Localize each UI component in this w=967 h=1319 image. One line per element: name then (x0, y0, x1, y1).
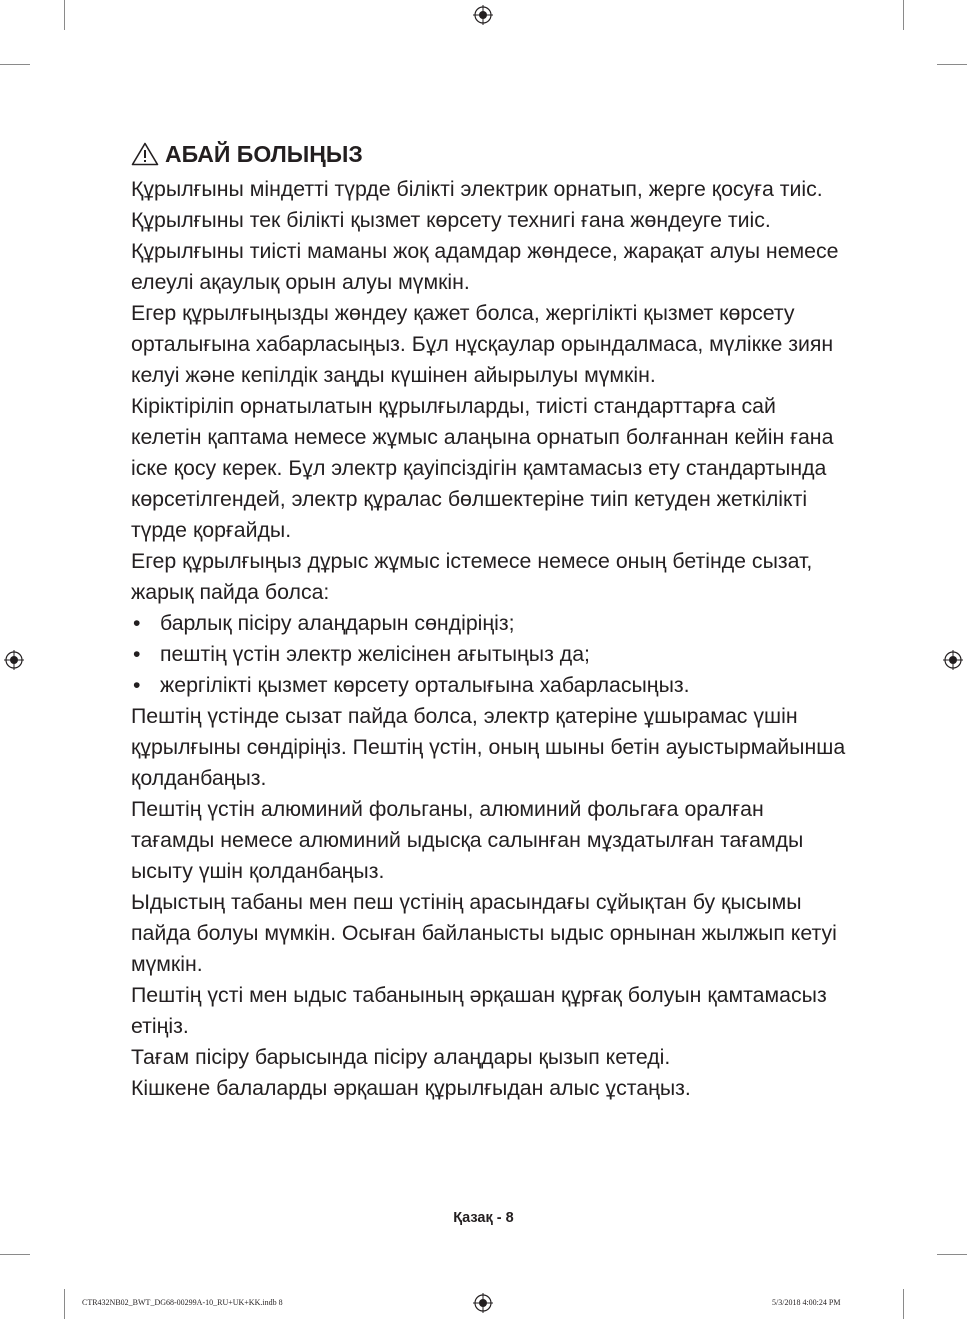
registration-target-icon (943, 650, 963, 670)
paragraph: Кіріктіріліп орнатылатын құрылғыларды, тиісті стандарттарға сай келетін қаптама немесе жұмыс алаңына орнатып болғаннан кейін ғана іске қосу керек. Бұл электр қауіпсіздігін қамтамасыз ету стандартында көрсетілгендей, электр құралас бөлшектеріне тиіп кетуден жеткілікті түрде қорғайды. (131, 394, 834, 542)
list-item-text: жергілікті қызмет көрсету орталығына хабарласыңыз. (160, 673, 690, 697)
paragraph: Тағам пісіру барысында пісіру алаңдары қызып кетеді. (131, 1045, 671, 1069)
bullet-glyph: • (133, 673, 141, 697)
print-timestamp: 5/3/2018 4:00:24 PM (772, 1298, 841, 1307)
paragraph: Құрылғыны тек білікті қызмет көрсету технигі ғана жөндеуге тиіс. Құрылғыны тиісті маманы жоқ адамдар жөндесе, жарақат алуы немесе елеулі ақаулық орын алуы мүмкін. (131, 208, 839, 294)
paragraph: Пештің үсті мен ыдыс табанының әрқашан құрғақ болуын қамтамасыз етіңіз. (131, 983, 827, 1038)
bullet-glyph: • (133, 642, 141, 666)
crop-mark-bottom-right-vertical (903, 1289, 904, 1319)
page-number: Қазақ - 8 (453, 1210, 514, 1226)
crop-mark-top-right-horizontal (937, 64, 967, 65)
paragraph: Кішкене балаларды әрқашан құрылғыдан алыс ұстаңыз. (131, 1076, 691, 1100)
list-item (131, 608, 851, 639)
crop-mark-bottom-left-horizontal (0, 1254, 30, 1255)
paragraph: Ыдыстың табаны мен пеш үстінің арасындағы сұйықтан бу қысымы пайда болуы мүмкін. Осыған байланысты ыдыс орнынан жылжып кетуі мүмкін. (131, 890, 837, 976)
registration-target-icon (4, 650, 24, 670)
list-item-text: барлық пісіру алаңдарын сөндіріңіз; (160, 611, 515, 635)
warning-heading (131, 136, 851, 172)
paragraph: Егер құрылғыңызды жөндеу қажет болса, жергілікті қызмет көрсету орталығына хабарласыңыз. Бұл нұсқаулар орындалмаса, мүлікке зиян келуі және кепілдік заңды күшінен айырылуы мүмкін. (131, 301, 834, 387)
crop-mark-top-left-vertical (64, 0, 65, 30)
paragraph: Пештің үстінде сызат пайда болса, электр қатеріне ұшырамас үшін құрылғыны сөндіріңіз. Пештің үстін, оның шыны бетін ауыстырмайынша қолданбаңыз. (131, 704, 846, 790)
bullet-list (131, 608, 851, 701)
paragraph: Пештің үстін алюминий фольганы, алюминий фольгаға оралған тағамды немесе алюминий ыдысқа салынған мұздатылған тағамды ысыту үшін қолданбаңыз. (131, 797, 804, 883)
list-item (131, 670, 851, 701)
paragraph: Егер құрылғыңыз дұрыс жұмыс істемесе немесе оның бетінде сызат, жарық пайда болса: (131, 549, 813, 604)
warning-triangle-icon (131, 142, 159, 166)
crop-mark-bottom-right-horizontal (937, 1254, 967, 1255)
crop-mark-top-left-horizontal (0, 64, 30, 65)
warning-section (131, 136, 851, 1104)
file-slug: CTR432NB02_BWT_DG68-00299A-10_RU+UK+KK.indb 8 (82, 1298, 283, 1307)
crop-mark-bottom-left-vertical (64, 1289, 65, 1319)
list-item (131, 639, 851, 670)
paragraph: Құрылғыны міндетті түрде білікті электрик орнатып, жерге қосуға тиіс. (131, 177, 823, 201)
warning-title: АБАЙ БОЛЫҢЫЗ (165, 141, 363, 167)
registration-target-icon (473, 5, 493, 25)
list-item-text: пештің үстін электр желісінен ағытыңыз да; (160, 642, 590, 666)
bullet-glyph: • (133, 611, 141, 635)
crop-mark-top-right-vertical (903, 0, 904, 30)
registration-target-icon (473, 1293, 493, 1313)
